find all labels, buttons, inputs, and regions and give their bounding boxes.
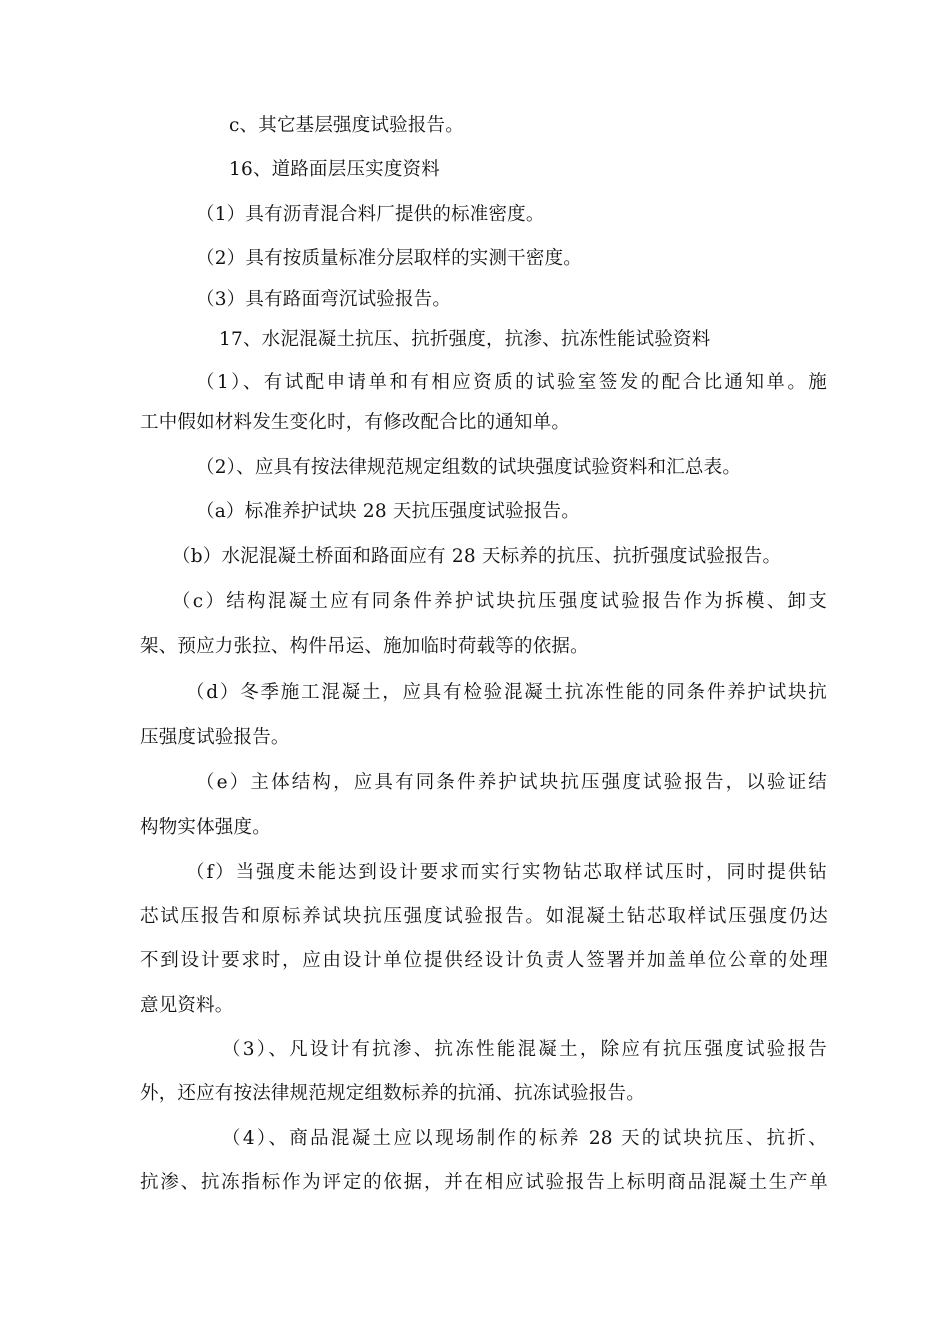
text-line: 抗渗、抗冻指标作为评定的依据，并在相应试验报告上标明商品混凝土生产单 [140, 1172, 828, 1193]
text-line: 芯试压报告和原标养试块抗压强度试验报告。如混凝土钻芯取样试压强度仍达 [140, 906, 828, 927]
text-line: （b）水泥混凝土桥面和路面应有 28 天标养的抗压、抗折强度试验报告。 [172, 546, 782, 567]
text-line: （4）、商品混凝土应以现场制作的标养 28 天的试块抗压、抗折、 [222, 1128, 827, 1149]
text-line: c、其它基层强度试验报告。 [229, 115, 464, 136]
text-line: （e）主体结构，应具有同条件养护试块抗压强度试验报告，以验证结 [196, 772, 827, 793]
text-line: （1）具有沥青混合料厂提供的标准密度。 [196, 204, 545, 225]
text-line: （c）结构混凝土应有同条件养护试块抗压强度试验报告作为拆模、卸支 [172, 591, 827, 612]
text-line: 工中假如材料发生变化时，有修改配合比的通知单。 [140, 412, 571, 433]
text-line: （2）、应具有按法律规范规定组数的试块强度试验资料和汇总表。 [196, 457, 742, 478]
text-line: （3）、凡设计有抗渗、抗冻性能混凝土，除应有抗压强度试验报告 [222, 1039, 827, 1060]
text-line: （f）当强度未能达到设计要求而实行实物钻芯取样试压时，同时提供钻 [186, 862, 827, 883]
text-line: （a）标准养护试块 28 天抗压强度试验报告。 [196, 501, 580, 522]
text-line: （d）冬季施工混凝土，应具有检验混凝土抗冻性能的同条件养护试块抗 [186, 682, 827, 703]
text-line: （2）具有按质量标准分层取样的实测干密度。 [196, 248, 582, 269]
text-line: 不到设计要求时，应由设计单位提供经设计负责人签署并加盖单位公章的处理 [140, 950, 828, 971]
text-line: （3）具有路面弯沉试验报告。 [196, 289, 452, 310]
text-line: 架、预应力张拉、构件吊运、施加临时荷载等的依据。 [140, 636, 589, 657]
text-line: 外，还应有按法律规范规定组数标养的抗涌、抗冻试验报告。 [140, 1083, 645, 1104]
text-line: 压强度试验报告。 [140, 727, 290, 748]
text-line: 意见资料。 [140, 995, 234, 1016]
text-line: 构物实体强度。 [140, 817, 271, 838]
section-heading-16: 16、道路面层压实度资料 [229, 159, 440, 180]
section-heading-17: 17、水泥混凝土抗压、抗折强度，抗渗、抗冻性能试验资料 [219, 329, 711, 350]
text-line: （1）、有试配申请单和有相应资质的试验室签发的配合比通知单。施 [196, 372, 827, 393]
